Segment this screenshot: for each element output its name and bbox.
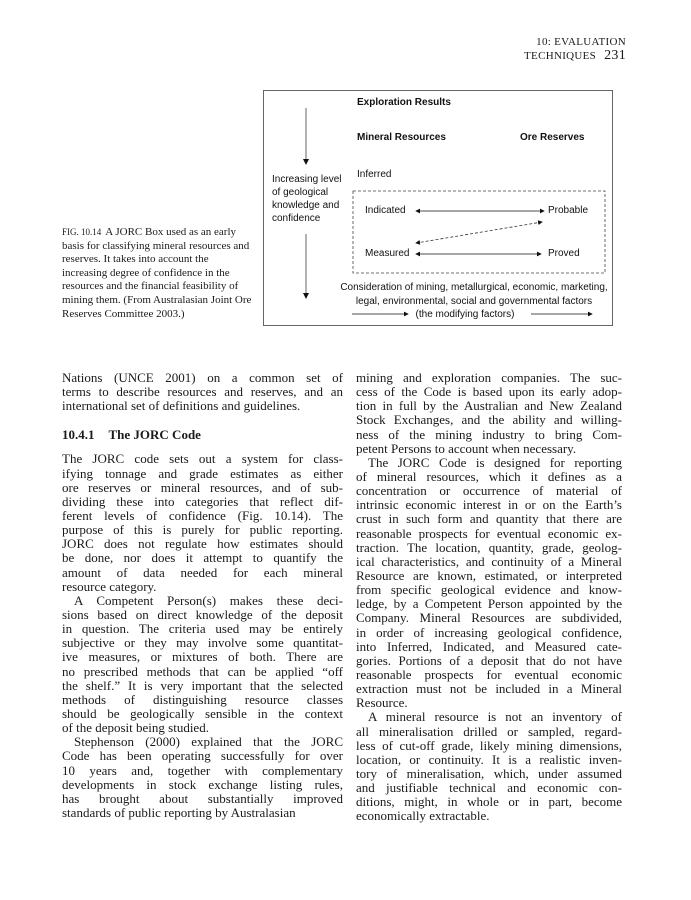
intro-paragraph xyxy=(62,371,343,413)
text-line: purpose of this is purely for public reporting. xyxy=(62,522,343,538)
axis-label-line: Increasing level xyxy=(272,174,342,185)
text-line: concentration or occurrence of material of xyxy=(356,483,622,499)
text-line: Stephenson (2000) explained that the JORC xyxy=(74,734,343,750)
measured-label: Measured xyxy=(365,248,410,259)
exploration-results-label: Exploration Results xyxy=(357,97,451,108)
text-line: A mineral resource is not an inventory of xyxy=(368,709,622,725)
text-line: petent Persons to account when necessary. xyxy=(356,440,577,456)
inferred-label: Inferred xyxy=(357,169,392,180)
text-line: developments in stock exchange listing rules, xyxy=(62,776,343,792)
text-line: standards of public reporting by Australasian xyxy=(62,804,296,820)
text-line: from specific geological evidence and know- xyxy=(356,582,622,598)
text-line: Company. Mineral Resources are subdivided, xyxy=(356,610,622,626)
caption-text: A JORC Box used as an early basis for classifying mineral resources and reserves. It takes into account the increasing degree of confidence in the resources and the financial feasibility of mining them. (From Australasian Joint Ore Reserves Committee 2003.) xyxy=(62,226,252,320)
ore-reserves-label: Ore Reserves xyxy=(520,132,585,143)
text-line: no prescribed methods that can be applied “off xyxy=(62,663,343,679)
text-line: Resource. xyxy=(356,695,408,711)
reserves-dashed-box xyxy=(353,191,605,273)
modifying-line: legal, environmental, social and governmental factors xyxy=(355,295,593,307)
modifying-factors-text xyxy=(324,281,624,322)
text-line: A Competent Person(s) makes these deci- xyxy=(74,592,343,608)
text-line: Resource are known, estimated, or interpreted xyxy=(356,567,622,583)
text-line: should be geologically sensible in the context xyxy=(62,705,343,721)
modifying-line: Consideration of mining, metallurgical, economic, marketing, xyxy=(340,282,608,293)
text-line: Stock Exchanges, and the ability and willing- xyxy=(356,412,622,428)
running-header xyxy=(440,36,626,64)
text-line: in order of increasing geological confidence, xyxy=(356,624,622,640)
text-line: 10 years and, together with complementary xyxy=(62,762,343,778)
text-line: Nations (UNCE 2001) on a common set of xyxy=(62,370,343,385)
text-line: in question. The criteria used may be entirely xyxy=(62,621,343,637)
text-line: methods of distinguishing resource classes xyxy=(62,691,343,707)
text-line: intrinsic economic interest in or on the Earth’s xyxy=(356,497,622,513)
text-line: and justifiable technical and economic con- xyxy=(356,780,622,796)
confidence-axis-label xyxy=(272,173,341,225)
text-line: The JORC Code is designed for reporting xyxy=(368,454,622,470)
text-line: The JORC code sets out a system for class- xyxy=(62,451,343,467)
page-number: 231 xyxy=(604,48,626,63)
text-line: cess of the Code is based upon its early adop- xyxy=(356,384,622,400)
text-line: tion in full by the Australian and New Zealand xyxy=(356,398,622,414)
text-line: mining and exploration companies. The suc- xyxy=(356,370,622,385)
text-line: reasonable prospects for eventual economic xyxy=(356,666,622,682)
modifying-line: (the modifying factors) xyxy=(415,309,515,320)
text-line: be done, nor does it attempt to quantify the xyxy=(62,550,343,566)
axis-label-line: confidence xyxy=(272,213,321,224)
axis-label-line: of geological xyxy=(272,187,329,198)
text-line: ness of the mining industry to bring Com- xyxy=(356,426,622,442)
text-line: gories. Portions of a deposit that do not have xyxy=(356,652,622,668)
text-line: traction. The location, quantity, grade, geolog- xyxy=(356,539,622,555)
section-title: The JORC Code xyxy=(108,427,201,443)
probable-measured-dashed-arrow xyxy=(416,222,542,243)
text-line: sions based on direct knowledge of the deposit xyxy=(62,606,343,622)
jorc-box-figure xyxy=(263,90,613,326)
text-line: has brought about substantially improved xyxy=(62,790,343,806)
text-line: ledge, by a Competent Person appointed by the xyxy=(356,596,622,612)
section-number: 10.4.1 xyxy=(62,427,95,443)
text-line: international set of definitions and guidelines. xyxy=(62,398,301,414)
text-line: crust in such form and quantity that there are xyxy=(356,511,622,527)
text-line: location, or continuity. It is a realistic inven- xyxy=(356,751,622,767)
text-line: less of cut-off grade, likely mining dimensions, xyxy=(356,737,622,753)
text-line: resource category. xyxy=(62,578,157,594)
probable-label: Probable xyxy=(548,205,589,216)
text-line: Code has been operating successfully for over xyxy=(62,748,343,764)
text-line: of the deposit being studied. xyxy=(62,720,209,736)
mineral-resources-label: Mineral Resources xyxy=(357,132,446,143)
section-heading xyxy=(62,428,343,442)
text-line: ical characteristics, and continuity of a Mineral xyxy=(356,553,622,569)
text-line: ive measures, or mixtures of both. There are xyxy=(62,649,343,665)
text-line: ferent levels of confidence (Fig. 10.14). The xyxy=(62,507,343,523)
text-line: subjective or they may involve some quantitat- xyxy=(62,635,343,651)
text-line: JORC does not regulate how estimates should xyxy=(62,536,343,552)
text-line: economically extractable. xyxy=(356,808,490,824)
text-line: ditions, might, in whole or in part, become xyxy=(356,794,622,810)
left-column xyxy=(62,371,343,820)
text-line: extraction must not be included in a Mineral xyxy=(356,681,622,697)
text-line: ifying tonnage and grade estimates as either xyxy=(62,465,343,481)
text-line: tory of mineralisation, which, under assumed xyxy=(356,765,622,781)
text-line: dividing these into categories that reflect dif- xyxy=(62,493,343,509)
proved-label: Proved xyxy=(548,248,580,259)
axis-label-line: knowledge and xyxy=(272,200,340,211)
text-line: of mineral resources, which it defines as a xyxy=(356,468,622,484)
text-line: terms to describe resources and reserves, and an xyxy=(62,384,343,400)
figure-caption xyxy=(62,226,252,321)
figure-label: FIG. 10.14 xyxy=(62,227,102,237)
left-paragraphs xyxy=(62,452,343,820)
indicated-label: Indicated xyxy=(365,205,406,216)
right-column xyxy=(356,371,622,824)
text-line: all mineralisation drilled or sampled, regard- xyxy=(356,723,622,739)
text-line: reasonable prospects for eventual economic ex- xyxy=(356,525,622,541)
text-line: ore reserves or mineral resources, and of sub- xyxy=(62,479,343,495)
text-line: into Inferred, Indicated, and Measured cate- xyxy=(356,638,622,654)
text-line: the shelf.” It is very important that the selected xyxy=(62,677,343,693)
text-line: amount of data needed for each mineral xyxy=(62,564,343,580)
running-title: 10: EVALUATION TECHNIQUES xyxy=(524,36,626,62)
